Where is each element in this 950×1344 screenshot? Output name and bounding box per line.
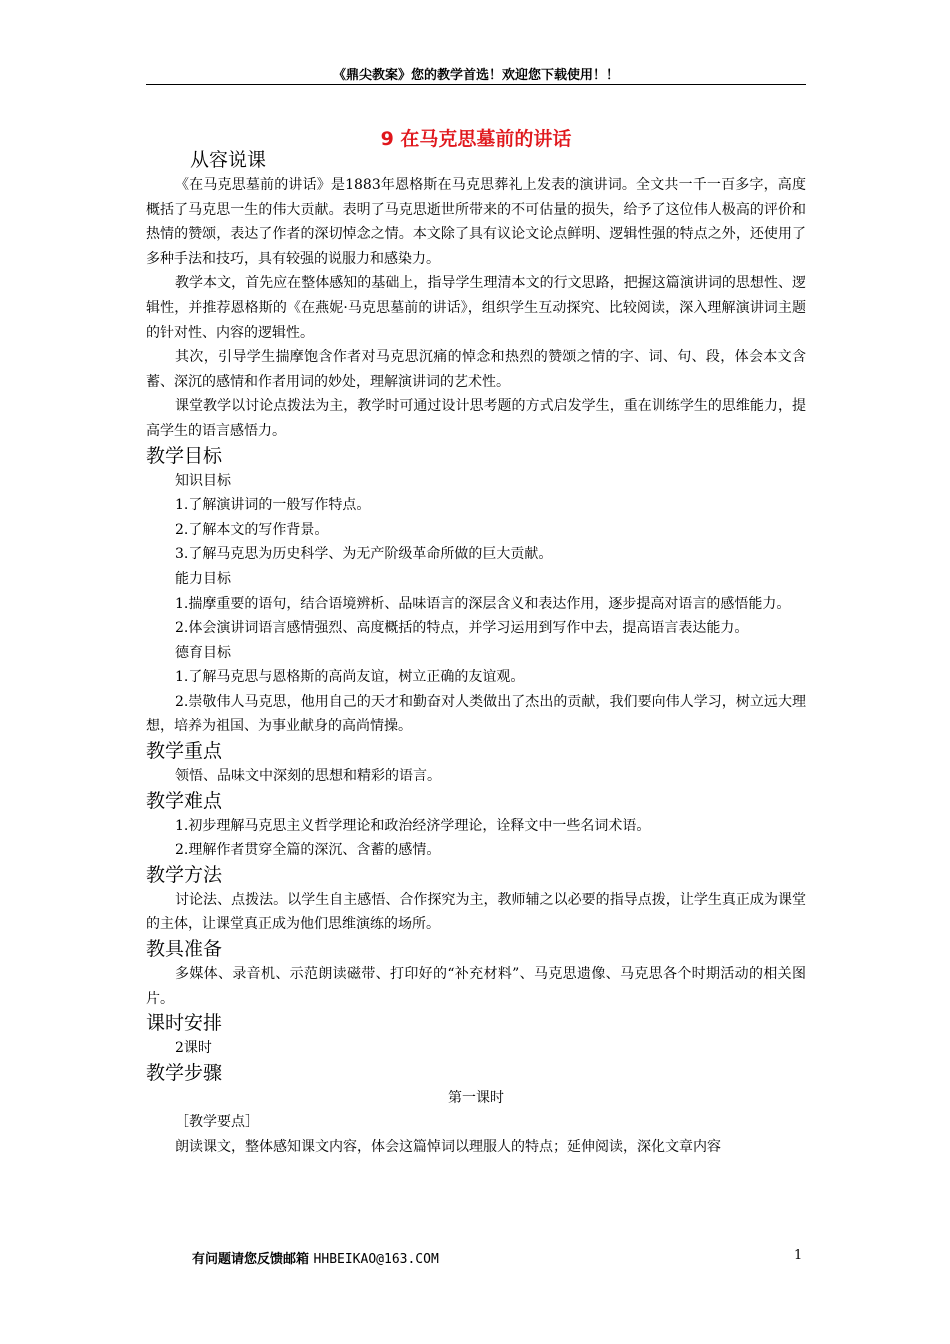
heading-key-points: 教学重点 xyxy=(146,740,223,763)
heading-intro: 从容说课 xyxy=(190,149,267,171)
paragraph: 2课时 xyxy=(175,1040,212,1057)
heading-methods: 教学方法 xyxy=(146,863,223,886)
heading-schedule: 课时安排 xyxy=(146,1012,223,1035)
paragraph: 课堂教学以讨论点拨法为主，教学时可通过设计思考题的方式启发学生，重在训练学生的思维能力，提高学生的语言感悟力。 xyxy=(146,398,806,439)
page-header: 《鼎尖教案》您的教学首选！欢迎您下载使用！！ xyxy=(332,68,619,83)
heading-steps: 教学步骤 xyxy=(146,1061,223,1084)
subheading-knowledge: 知识目标 xyxy=(175,472,231,489)
document-body xyxy=(146,148,806,1160)
key-label: ［教学要点］ xyxy=(175,1114,259,1131)
subheading-moral: 德育目标 xyxy=(175,644,231,661)
list-item: 2.理解作者贯穿全篇的深沉、含蓄的感情。 xyxy=(175,842,441,859)
list-item: 2.体会演讲词语言感情强烈、高度概括的特点，并学习运用到写作中去，提高语言表达能力。 xyxy=(175,620,749,637)
paragraph: 讨论法、点拨法。以学生自主感悟、合作探究为主，教师辅之以必要的指导点拨，让学生真正成为课堂的主体，让课堂真正成为他们思维演练的场所。 xyxy=(146,891,806,933)
paragraph: 《在马克思墓前的讲话》是1883年恩格斯在马克思葬礼上发表的演讲词。全文共一千一百多字，高度概括了马克思一生的伟大贡献。表明了马克思逝世所带来的不可估量的损失，给予了这位伟人极高的评价和热情的赞颂，表达了作者的深切悼念之情。本文除了具有议论文论点鲜明、逻辑性强的特点之外，还使用了多种手法和技巧，具有较强的说服力和感染力。 xyxy=(146,177,806,267)
subheading-ability: 能力目标 xyxy=(175,570,231,587)
paragraph: 其次，引导学生揣摩饱含作者对马克思沉痛的悼念和热烈的赞颂之情的字、词、句、段，体会本文含蓄、深沉的感情和作者用词的妙处，理解演讲词的艺术性。 xyxy=(146,349,806,390)
paragraph: 教学本文，首先应在整体感知的基础上，指导学生理清本文的行文思路，把握这篇演讲词的思想性、逻辑性，并推荐恩格斯的《在燕妮·马克思墓前的讲话》，组织学生互动探究、比较阅读，深入理解演讲词主题的针对性、内容的逻辑性。 xyxy=(146,275,806,341)
page-number: 1 xyxy=(794,1248,803,1263)
heading-difficulties: 教学难点 xyxy=(146,789,223,812)
lesson-label: 第一课时 xyxy=(448,1089,504,1106)
heading-goals: 教学目标 xyxy=(146,444,223,467)
list-item: 1.了解马克思与恩格斯的高尚友谊，树立正确的友谊观。 xyxy=(175,669,525,686)
document-title: 9 在马克思墓前的讲话 xyxy=(380,128,572,150)
list-item: 1.初步理解马克思主义哲学理论和政治经济学理论，诠释文中一些名词术语。 xyxy=(175,817,651,834)
paragraph: 朗读课文，整体感知课文内容，体会这篇悼词以理服人的特点；延伸阅读，深化文章内容 xyxy=(175,1139,721,1155)
list-item: 1.了解演讲词的一般写作特点。 xyxy=(175,497,371,514)
header-divider xyxy=(146,84,806,85)
list-item: 2.崇敬伟人马克思，他用自己的天才和勤奋对人类做出了杰出的贡献，我们要向伟人学习，树立远大理想，培养为祖国、为事业献身的高尚情操。 xyxy=(146,693,806,735)
list-item: 1.揣摩重要的语句，结合语境辨析、品味语言的深层含义和表达作用，逐步提高对语言的感悟能力。 xyxy=(175,595,791,612)
list-item: 2.了解本文的写作背景。 xyxy=(175,521,329,538)
page-footer xyxy=(192,1248,439,1267)
footer-email: HHBEIKAO@163.COM xyxy=(313,1252,439,1267)
list-item: 领悟、品味文中深刻的思想和精彩的语言。 xyxy=(175,768,441,785)
heading-tools: 教具准备 xyxy=(146,938,223,961)
footer-prefix: 有问题请您反馈邮箱 xyxy=(192,1252,310,1267)
list-item: 3.了解马克思为历史科学、为无产阶级革命所做的巨大贡献。 xyxy=(175,546,553,563)
paragraph: 多媒体、录音机、示范朗读磁带、打印好的“补充材料”、马克思遗像、马克思各个时期活动的相关图片。 xyxy=(146,966,806,1007)
